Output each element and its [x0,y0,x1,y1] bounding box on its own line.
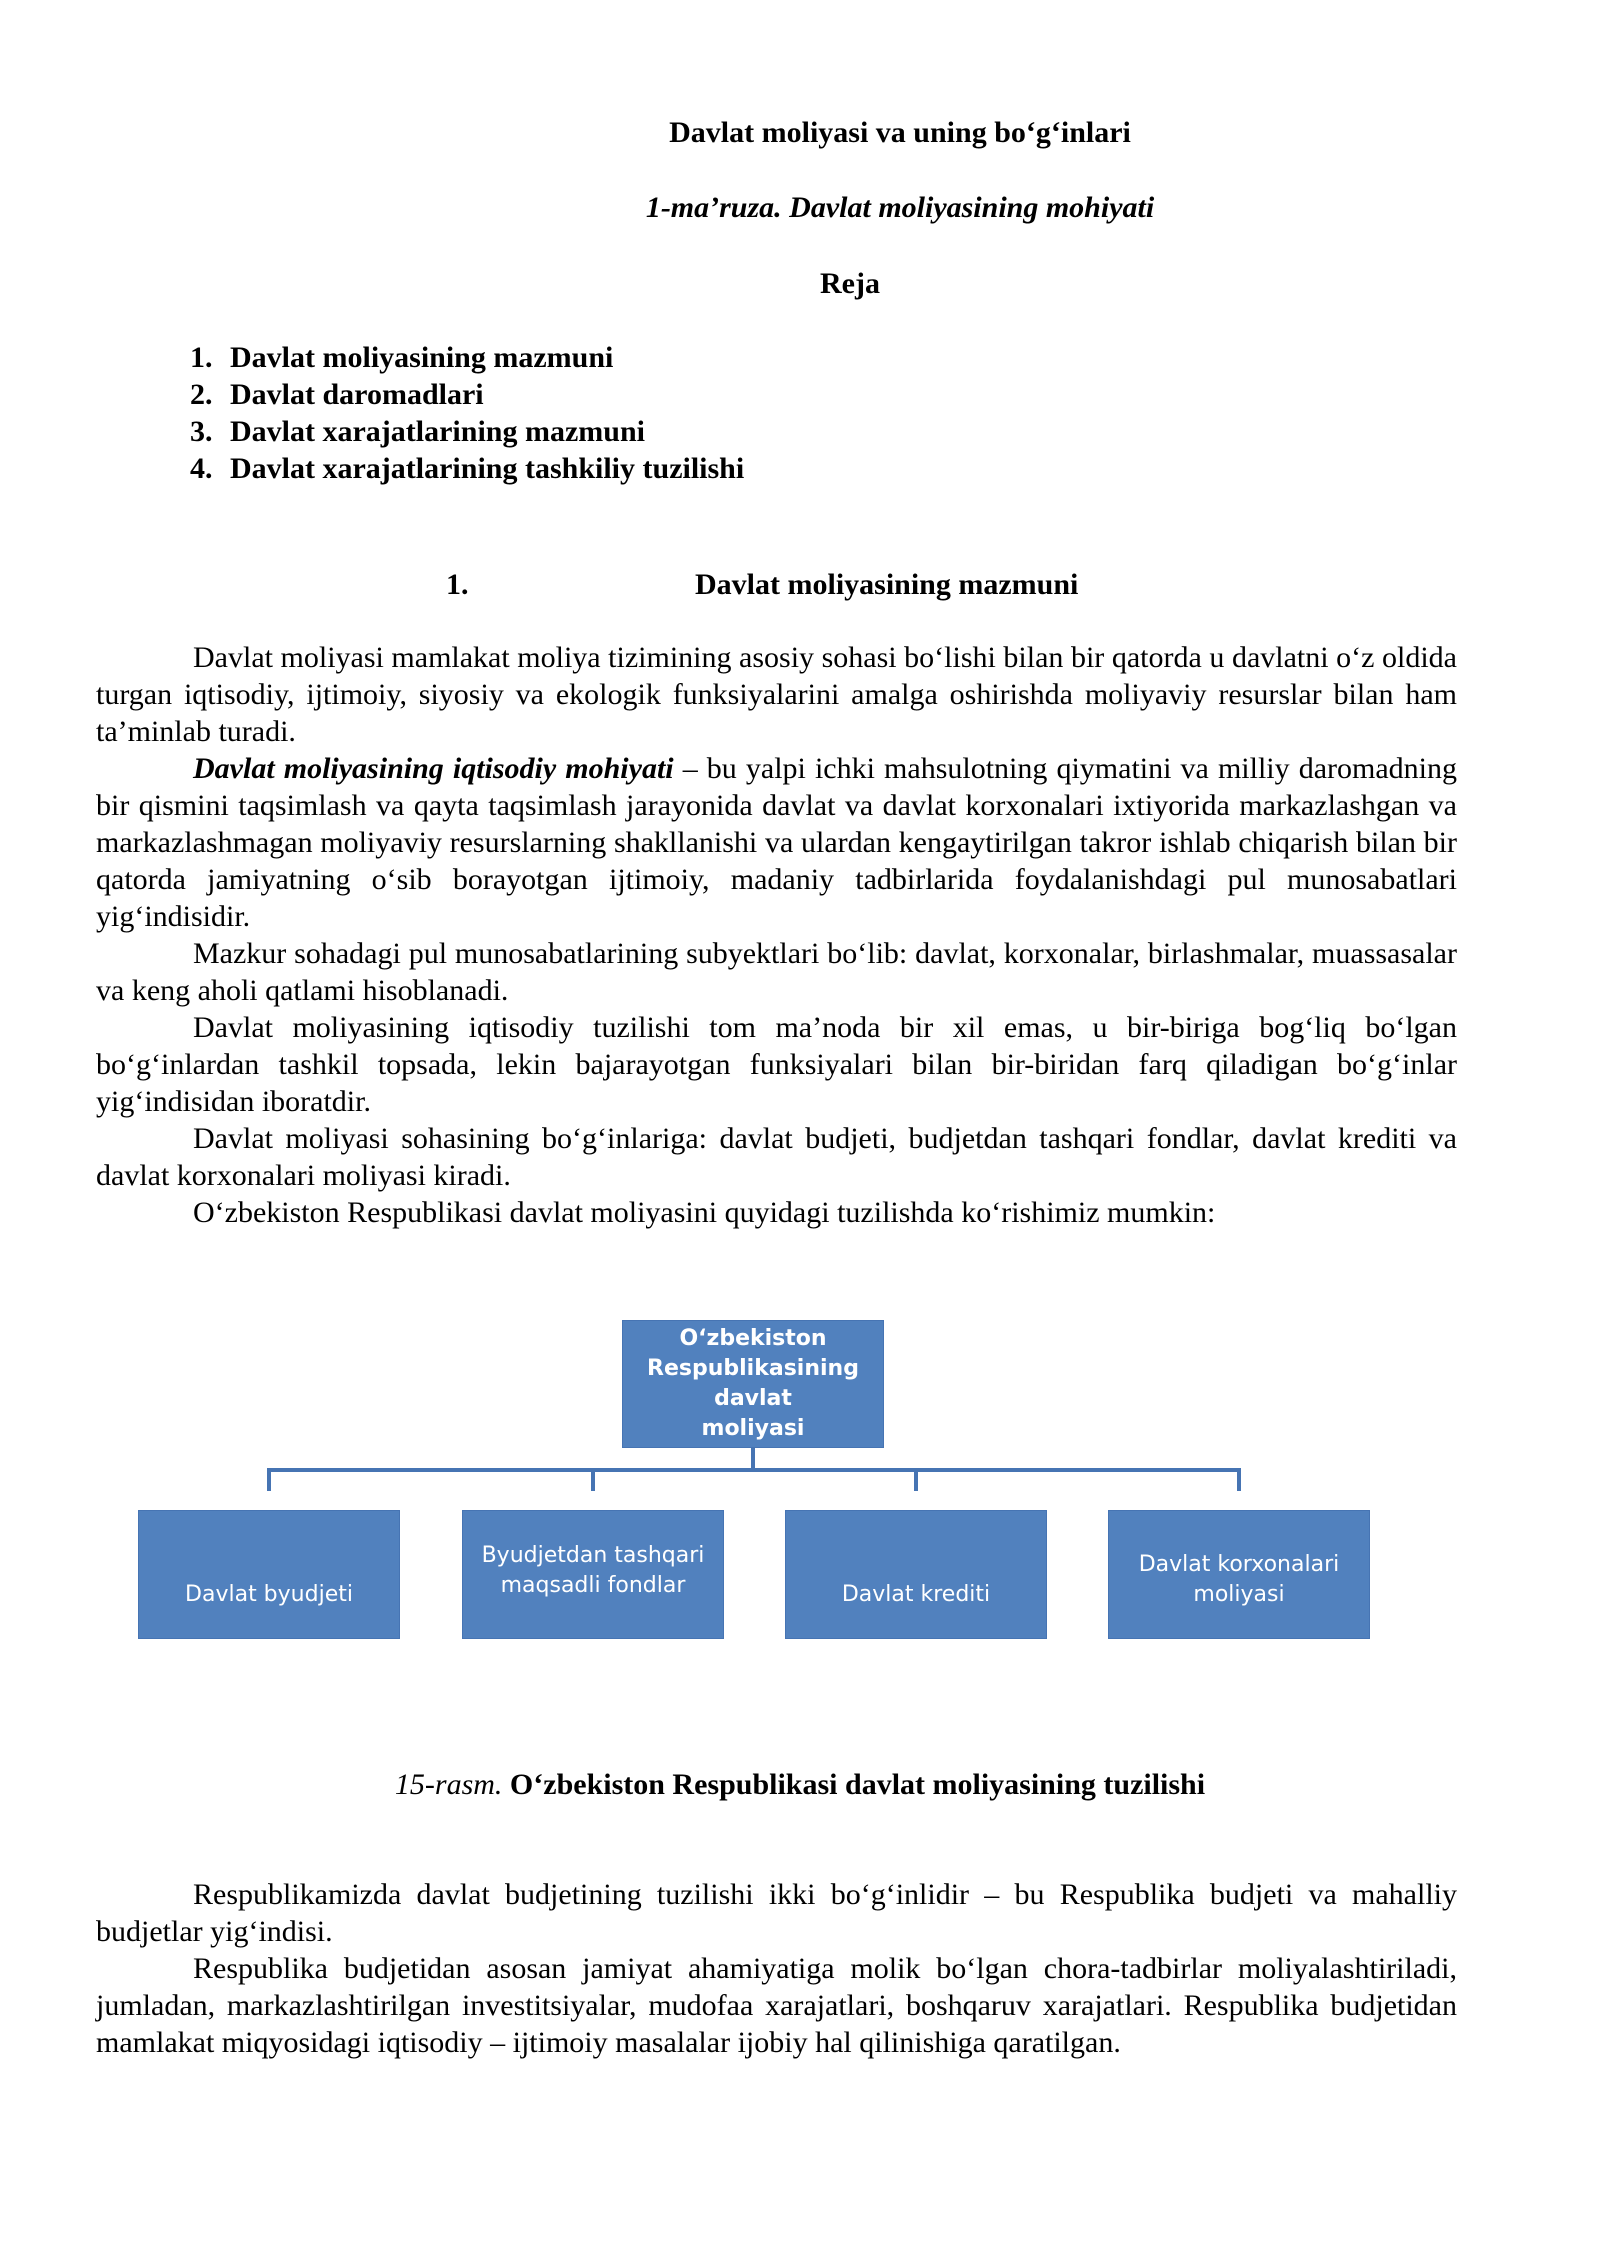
node-label-line: Davlat korxonalari [1138,1551,1340,1577]
node-label-line: Respublikasining davlat [647,1356,859,1411]
node-state-credit [785,1510,1047,1639]
plan-heading: Reja [820,267,880,300]
paragraph: O‘zbekiston Respublikasi davlat moliyasini quyidagi tuzilishda ko‘rishimiz mumkin: [193,1196,1216,1229]
paragraph-text: – bu yalpi ichki mahsulotning qiymatini va milliy daromadning bir qismini taqsimlash va qayta taqsimlash jarayonida davlat va davlat korxonalari ixtiyorida markazlashgan va markazlashmagan moliyaviy resurslarning shakllanishi va ulardan kengaytirilgan takror ishlab chiqarish bilan bir qatorda jamiyatning o‘sib borayotgan ijtimoiy, madaniy tadbirlarida foydalanishdagi pul munosabatlari yig‘indisidir. [96,752,1457,933]
document-title: Davlat moliyasi va uning bo‘g‘inlari [669,116,1131,149]
plan-item [190,376,744,413]
figure-caption [0,1765,1600,1805]
paragraph: Davlat moliyasi sohasining bo‘g‘inlariga: davlat budjeti, budjetdan tashqari fondlar, davlat krediti va davlat korxonalari moliyasi kiradi. [96,1122,1457,1192]
paragraph: Respublikamizda davlat budjetining tuzilishi ikki bo‘g‘inlidir – bu Respublika budjeti va mahalliy budjetlar yig‘indisi. [96,1878,1457,1948]
node-label-line: O‘zbekiston [679,1326,827,1351]
paragraph: Respublika budjetidan asosan jamiyat ahamiyatiga molik bo‘lgan chora-tadbirlar moliyalashtiriladi, jumladan, markazlashtirilgan investitsiyalar, mudofaa xarajatlari, boshqaruv xarajatlari. Respublika budjetidan mamlakat miqyosidagi iqtisodiy – ijtimoiy masalalar ijobiy hal qilinishiga qaratilgan. [96,1952,1457,2059]
node-label-line: Davlat krediti [841,1582,991,1607]
plan-item [190,413,744,450]
body-text-block [96,1876,1457,2061]
plan-item-number: 2. [190,378,213,411]
paragraph [96,750,1457,935]
plan-item [190,450,744,487]
paragraph: Mazkur sohadagi pul munosabatlarining subyektlari bo‘lib: davlat, korxonalar, birlashmalar, muassasalar va keng aholi qatlami hisoblanadi. [96,937,1457,1007]
plan-item [190,339,744,376]
plan-list [190,339,744,487]
node-label-line: maqsadli fondlar [500,1573,686,1598]
node-state-enterprise-finance [1108,1510,1370,1639]
plan-item-text: Davlat xarajatlarining tashkiliy tuzilishi [230,452,745,485]
paragraph: Davlat moliyasi mamlakat moliya tizimining asosiy sohasi bo‘lishi bilan bir qatorda u davlatni o‘z oldida turgan iqtisodiy, ijtimoiy, siyosiy va ekologik funksiyalarini amalga oshirishda moliyaviy resurslar bilan ham ta’minlab turadi. [96,641,1457,748]
body-text-block [96,639,1457,1231]
plan-item-number: 3. [190,415,213,448]
figure-caption-text: O‘zbekiston Respublikasi davlat moliyasining tuzilishi [509,1768,1206,1801]
node-state-budget [138,1510,400,1639]
plan-item-text: Davlat xarajatlarining mazmuni [230,415,645,448]
lecture-title: 1-ma’ruza. Davlat moliyasining mohiyati [645,191,1155,224]
plan-item-text: Davlat moliyasining mazmuni [230,341,614,374]
plan-item-text: Davlat daromadlari [230,378,484,411]
plan-item-number: 1. [190,341,213,374]
node-state-finance [622,1320,884,1448]
node-label-line: Davlat byudjeti [185,1582,353,1607]
node-label-line: Byudjetdan tashqari [481,1543,705,1568]
plan-item-number: 4. [190,452,213,485]
structure-diagram [138,1320,1373,1640]
section-title: Davlat moliyasining mazmuni [695,568,1079,601]
section-number: 1. [446,568,469,601]
paragraph: Davlat moliyasining iqtisodiy tuzilishi tom ma’noda bir xil emas, u bir-biriga bog‘liq bo‘lgan bo‘g‘inlardan tashkil topsada, lekin bajarayotgan funksiyalari bilan bir-biridan farq qiladigan bo‘g‘inlar yig‘indisidan iboratdir. [96,1011,1457,1118]
term-definition: Davlat moliyasining iqtisodiy mohiyati [193,752,674,785]
figure-caption-label: 15-rasm. [394,1768,503,1801]
section-heading [0,565,1600,605]
node-extrabudgetary-funds [462,1510,724,1639]
node-label-line: moliyasi [1193,1581,1285,1607]
node-label-line: moliyasi [701,1416,805,1441]
